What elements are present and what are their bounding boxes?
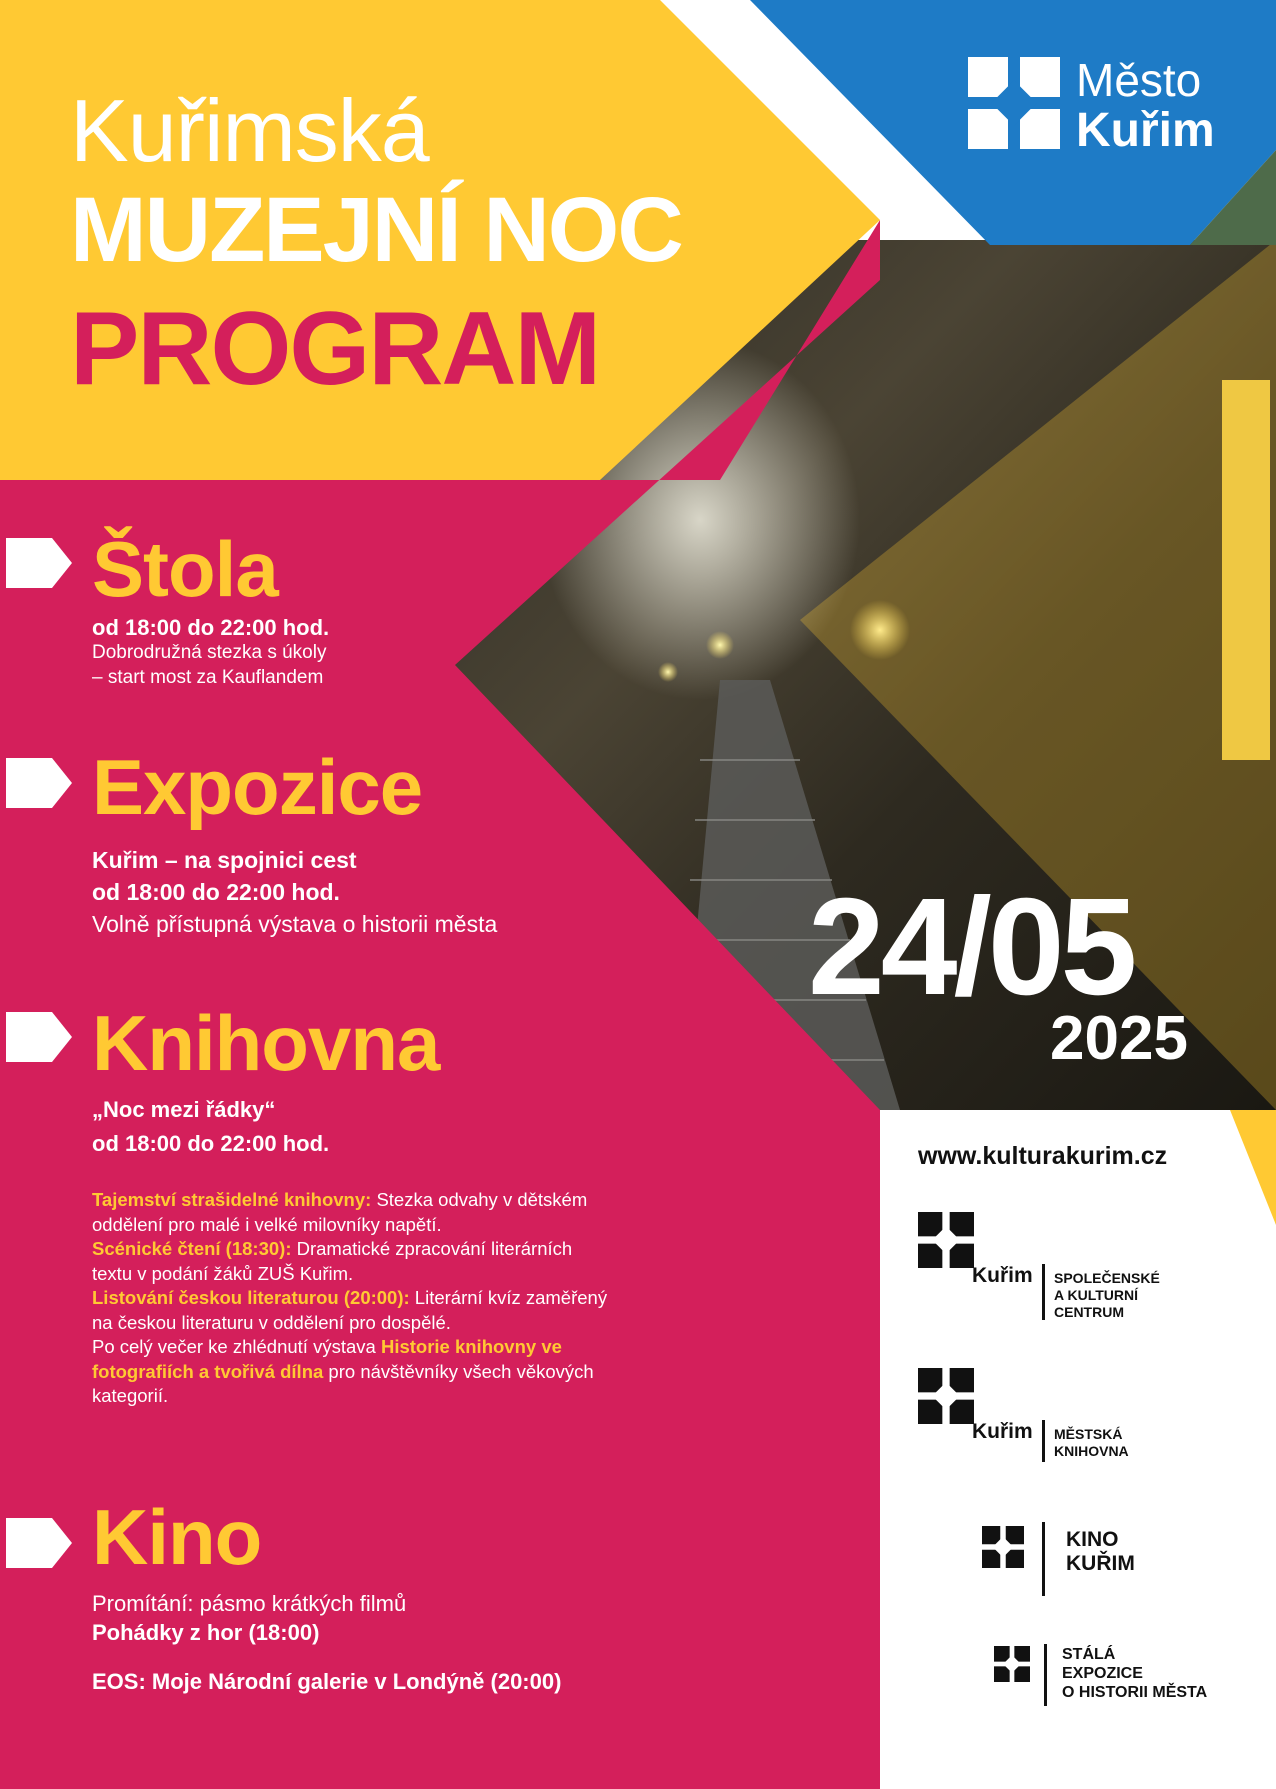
program-item-label: Scénické čtení (18:30): <box>92 1238 292 1259</box>
event-date: 24/05 <box>808 870 1134 1024</box>
logo-divider <box>1042 1264 1045 1320</box>
logo-divider <box>1042 1420 1045 1462</box>
program-line <box>92 1188 732 1213</box>
kurim-logo-icon <box>982 1526 1024 1568</box>
logo-text-line: MĚSTSKÁ <box>1054 1426 1123 1442</box>
partner-logo-kulturni-centrum <box>918 1212 1178 1327</box>
cave-lamp <box>706 631 734 659</box>
logo-text-line: SPOLEČENSKÉ <box>1054 1270 1160 1286</box>
partner-logo-kino <box>982 1522 1182 1602</box>
expozice-subtitle: Kuřim – na spojnici cest <box>92 847 357 873</box>
logo-text-line: KNIHOVNA <box>1054 1443 1129 1459</box>
city-logo-line1: Město <box>1076 54 1202 106</box>
section-title-stola: Štola <box>92 525 278 613</box>
header-line1: Kuřimská <box>70 81 429 180</box>
kino-line2: Pohádky z hor (18:00) <box>92 1620 320 1645</box>
expozice-desc: Volně přístupná výstava o historii města <box>92 911 498 937</box>
logo-text-line: KUŘIM <box>1066 1552 1135 1575</box>
program-line: na českou literaturu v oddělení pro dospělé. <box>92 1311 451 1333</box>
knihovna-time: od 18:00 do 22:00 hod. <box>92 1131 330 1156</box>
logo-text-line: EXPOZICE <box>1062 1665 1143 1682</box>
kurim-logo-icon <box>918 1368 974 1424</box>
kino-line1: Promítání: pásmo krátkých filmů <box>92 1591 407 1616</box>
city-logo-line2: Kuřim <box>1076 104 1215 157</box>
program-item-label: Listování českou literaturou (20:00): <box>92 1287 410 1308</box>
page-title: PROGRAM <box>70 291 600 407</box>
logo-text-line: STÁLÁ <box>1062 1646 1116 1663</box>
logo-text-line: A KULTURNÍ <box>1054 1287 1138 1303</box>
program-line: oddělení pro malé i velké milovníky napětí. <box>92 1213 442 1235</box>
logo-text-line: CENTRUM <box>1054 1304 1124 1320</box>
kino-line3: EOS: Moje Národní galerie v Londýně (20:00) <box>92 1669 562 1694</box>
program-item-text: Dramatické zpracování literárních <box>291 1238 573 1259</box>
partner-logo-knihovna <box>918 1368 1178 1468</box>
program-item-text: Stezka odvahy v dětském <box>371 1189 588 1210</box>
program-item-label: Tajemství strašidelné knihovny: <box>92 1189 372 1210</box>
program-item-text: pro návštěvníky všech věkových <box>323 1360 594 1382</box>
cave-lamp <box>658 662 678 682</box>
section-title-expozice: Expozice <box>92 743 423 831</box>
header-line2: MUZEJNÍ NOC <box>70 179 682 281</box>
stola-desc2: – start most za Kauflandem <box>92 667 324 688</box>
kurim-logo-icon <box>918 1212 974 1268</box>
logo-brand: Kuřim <box>972 1420 1033 1443</box>
program-line <box>92 1237 732 1262</box>
program-line <box>92 1286 732 1311</box>
section-title-kino: Kino <box>92 1493 262 1581</box>
arrow-icon <box>6 1012 72 1062</box>
logo-brand: Kuřim <box>972 1264 1033 1287</box>
city-logo <box>968 55 1238 155</box>
expozice-time: od 18:00 do 22:00 hod. <box>92 879 340 905</box>
kurim-logo-icon <box>994 1646 1030 1682</box>
logo-text-line: O HISTORII MĚSTA <box>1062 1684 1208 1701</box>
program-line <box>92 1335 732 1360</box>
logo-text-line: KINO <box>1066 1528 1119 1551</box>
program-line: textu v podání žáků ZUŠ Kuřim. <box>92 1262 354 1284</box>
program-item-text: Literární kvíz zaměřený <box>409 1287 608 1308</box>
event-year: 2025 <box>1050 1004 1188 1073</box>
program-item-text: Po celý večer ke zhlédnutí výstava <box>92 1336 381 1357</box>
section-title-knihovna: Knihovna <box>92 999 440 1087</box>
program-line: kategorií. <box>92 1385 169 1406</box>
stola-desc1: Dobrodružná stezka s úkoly <box>92 642 327 663</box>
city-logo-icon <box>968 57 1060 149</box>
knihovna-program <box>92 1188 732 1409</box>
arrow-icon <box>6 1518 72 1568</box>
logo-divider <box>1042 1522 1045 1596</box>
program-line <box>92 1360 732 1385</box>
partner-logo-expozice <box>994 1644 1234 1714</box>
logo-divider <box>1044 1644 1047 1706</box>
website-link[interactable]: www.kulturakurim.cz <box>918 1142 1168 1170</box>
stola-time: od 18:00 do 22:00 hod. <box>92 615 330 640</box>
program-highlight: fotografiích a tvořivá dílna <box>92 1360 324 1382</box>
knihovna-subtitle: „Noc mezi řádky“ <box>92 1097 276 1122</box>
arrow-icon <box>6 538 72 588</box>
arrow-icon <box>6 758 72 808</box>
program-highlight: Historie knihovny ve <box>380 1336 562 1357</box>
